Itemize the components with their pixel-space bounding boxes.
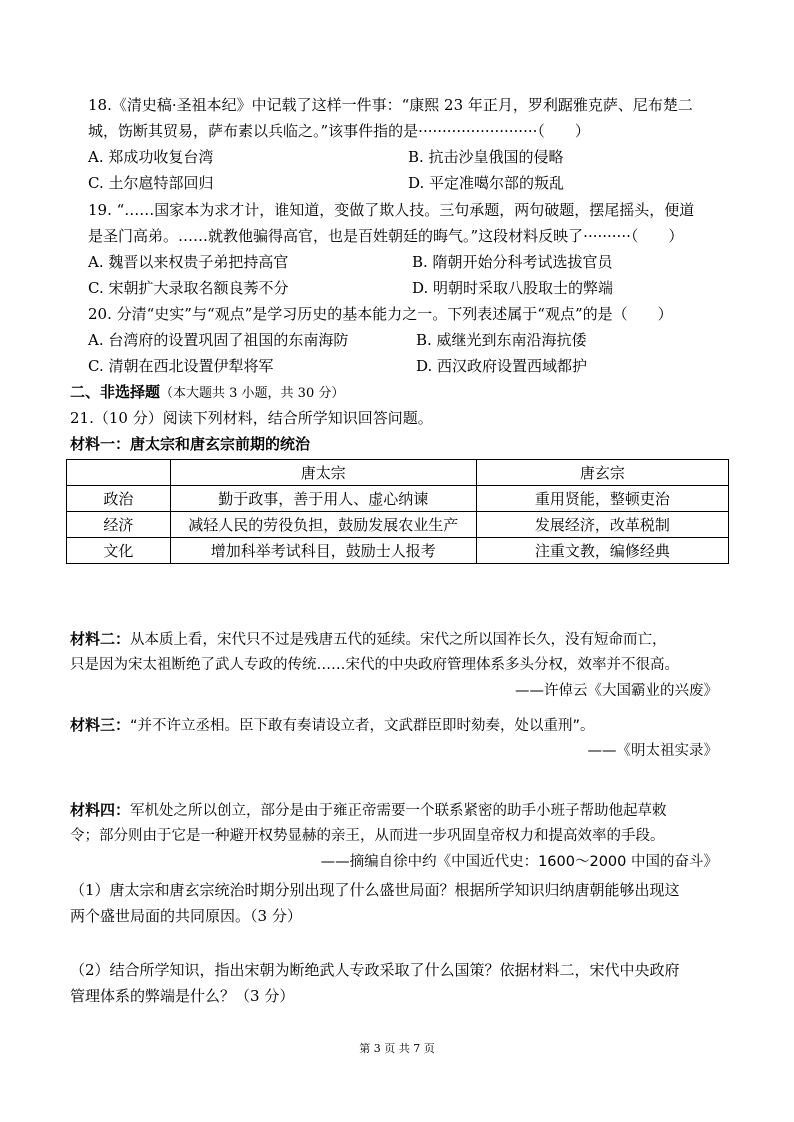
material-1-title: 材料一：唐太宗和唐玄宗前期的统治	[70, 435, 311, 453]
material-2-line2: 只是因为宋太祖断绝了武人专政的传统……宋代的中央政府管理体系多头分权，效率并不很高。	[70, 657, 679, 673]
subquestion-2-line2: 管理体系的弊端是什么？（3 分）	[70, 987, 295, 1005]
q19-stem-line1: 19. “……国家本为求才计，谁知道，变做了欺人技。三句承题，两句破题，摆尾摇头，便道	[88, 201, 695, 219]
material-4-line1	[70, 800, 667, 821]
material-3-source: ——《明太祖实录》	[587, 743, 718, 759]
section-heading	[70, 382, 344, 404]
q20-option-a: A. 台湾府的设置巩固了祖国的东南海防	[88, 331, 349, 349]
table-cell: 经济	[67, 512, 171, 538]
table-header-cell: 唐玄宗	[476, 460, 728, 486]
q18-option-a: A. 郑成功收复台湾	[88, 148, 214, 166]
table-row	[67, 512, 729, 538]
q19-option-b: B. 隋朝开始分科考试选拔官员	[412, 253, 613, 271]
material-3-line1	[70, 715, 595, 736]
table-cell: 减轻人民的劳役负担，鼓励发展农业生产	[170, 512, 476, 538]
q20-option-c: C. 清朝在西北设置伊犁将军	[88, 357, 274, 375]
table-cell: 政治	[67, 486, 171, 512]
table-header-cell: 唐太宗	[170, 460, 476, 486]
table-cell: 勤于政事，善于用人、虚心纳谏	[170, 486, 476, 512]
table-header-row	[67, 460, 729, 486]
q18-option-c: C. 土尔扈特部回归	[88, 174, 214, 192]
section-title: 二、非选择题	[70, 383, 161, 401]
page-number: 第 3 页 共 7 页	[359, 1042, 435, 1055]
q20-stem: 20. 分清“史实”与“观点”是学习历史的基本能力之一。下列表述属于“观点”的是（ ）	[88, 305, 673, 323]
q19-option-a: A. 魏晋以来权贵子弟把持高官	[88, 253, 289, 271]
q18-stem-line2: 城，饬断其贸易，萨布素以兵临之。”该事件指的是·························（ ）	[88, 122, 590, 140]
material-3-text: “并不许立丞相。臣下敢有奏请设立者，文武群臣即时劾奏，处以重刑”。	[130, 718, 595, 734]
material-4-text: 军机处之所以创立，部分是由于雍正帝需要一个联系紧密的助手小班子帮助他起草敕	[130, 803, 667, 819]
subquestion-1-line1: （1）唐太宗和唐玄宗统治时期分别出现了什么盛世局面？根据所学知识归纳唐朝能够出现这	[70, 881, 680, 899]
q19-option-d: D. 明朝时采取八股取士的弊端	[412, 279, 614, 297]
table-cell: 增加科举考试科目，鼓励士人报考	[170, 538, 476, 564]
material-2-line1	[70, 629, 667, 650]
q18-stem-line1: 18.《清史稿·圣祖本纪》中记载了这样一件事：“康熙 23 年正月，罗利踞雅克萨、尼布楚二	[88, 96, 693, 114]
q19-stem-line2: 是圣门高弟。……就教他骗得高官，也是百姓朝廷的晦气。”这段材料反映了··········（ ）	[88, 227, 684, 245]
table-cell: 注重文教，编修经典	[476, 538, 728, 564]
subquestion-1-line2: 两个盛世局面的共同原因。（3 分）	[70, 907, 302, 925]
q20-option-b: B. 威继光到东南沿海抗倭	[416, 331, 587, 349]
table-row	[67, 486, 729, 512]
subquestion-2-line1: （2）结合所学知识，指出宋朝为断绝武人专政采取了什么国策？依据材料二，宋代中央政府	[70, 961, 680, 979]
material-2-label: 材料二：	[70, 630, 131, 648]
material-2-source: ——许倬云《大国霸业的兴废》	[515, 683, 718, 699]
material-4-line2: 令；部分则由于它是一种避开权势显赫的亲王，从而进一步巩固皇帝权力和提高效率的手段。	[70, 828, 665, 844]
q20-option-d: D. 西汉政府设置西域都护	[416, 357, 588, 375]
q18-option-d: D. 平定准噶尔部的叛乱	[408, 174, 565, 192]
material-2-text: 从本质上看，宋代只不过是残唐五代的延续。宋代之所以国祚长久，没有短命而亡，	[130, 632, 667, 648]
material-1-table	[66, 459, 729, 564]
table-row	[67, 538, 729, 564]
table-cell: 重用贤能，整顿吏治	[476, 486, 728, 512]
material-4-label: 材料四：	[70, 801, 131, 819]
table-cell: 发展经济，改革税制	[476, 512, 728, 538]
material-4-source: ——摘编自徐中约《中国近代史：1600～2000 中国的奋斗》	[320, 854, 718, 870]
table-header-cell	[67, 460, 171, 486]
section-note: （本大题共 3 小题，共 30 分）	[160, 386, 345, 401]
material-3-label: 材料三：	[70, 716, 131, 734]
table-cell: 文化	[67, 538, 171, 564]
q21-intro: 21.（10 分）阅读下列材料，结合所学知识回答问题。	[70, 409, 433, 427]
q19-option-c: C. 宋朝扩大录取名额良莠不分	[88, 279, 289, 297]
q18-option-b: B. 抗击沙皇俄国的侵略	[408, 148, 564, 166]
